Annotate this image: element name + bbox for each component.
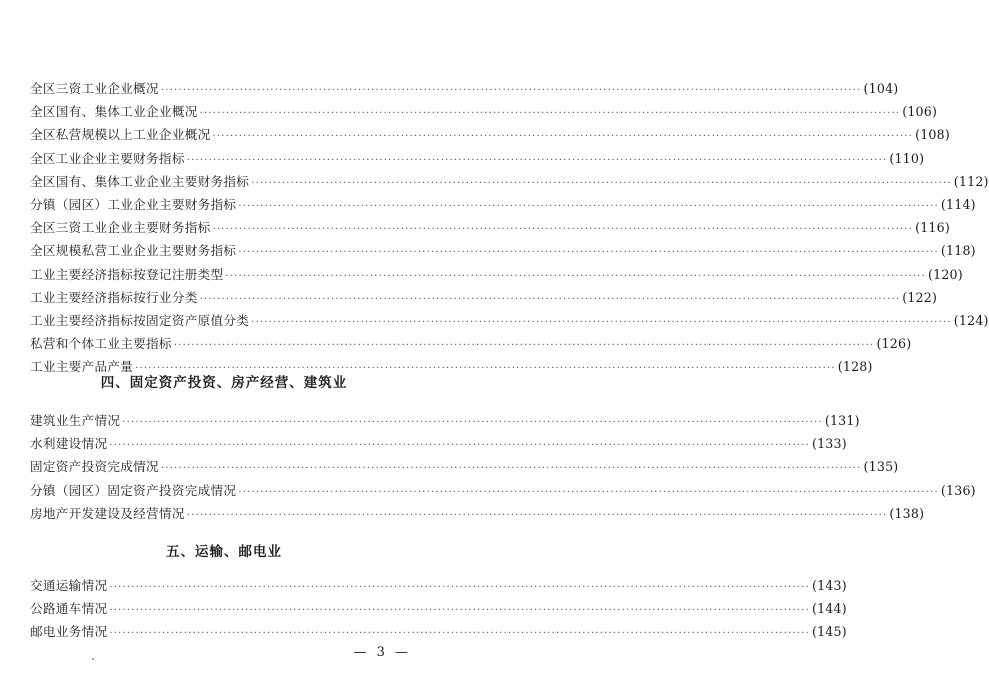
dot-leader: ································································································································································ <box>135 363 836 375</box>
toc-entry-title: 建筑业生产情况 <box>30 413 121 428</box>
toc-entry-page: (106) <box>902 104 938 120</box>
toc-entry-title: 邮电业务情况 <box>30 624 108 640</box>
toc-entry-title: 全区规模私营工业企业主要财务指标 <box>30 243 237 259</box>
toc-entry[interactable] <box>30 170 989 193</box>
toc-entry-title: 房地产开发建设及经营情况 <box>30 505 185 521</box>
toc-entry[interactable] <box>30 123 950 146</box>
toc-entry[interactable] <box>30 455 899 478</box>
toc-entry-title: 分镇（园区）固定资产投资完成情况 <box>30 482 237 498</box>
toc-entry-title: 工业主要产品产量 <box>30 359 134 375</box>
dot-leader: ································································································································································ <box>212 131 914 143</box>
toc-entry-title: 工业主要经济指标按登记注册类型 <box>30 266 224 282</box>
toc-entry-title: 公路通车情况 <box>30 601 108 617</box>
toc-industry-list <box>30 77 989 378</box>
section-heading-fixed-assets: 四、固定资产投资、房产经营、建筑业 <box>100 375 348 391</box>
dot-leader: ································································································································································ <box>212 224 914 236</box>
toc-entry-title: 水利建设情况 <box>30 436 108 452</box>
toc-entry[interactable] <box>30 239 976 262</box>
toc-entry[interactable] <box>30 309 989 332</box>
toc-entry-title: 全区私营规模以上工业企业概况 <box>30 127 211 143</box>
toc-entry[interactable] <box>30 502 925 525</box>
toc-entry-title: 全区三资工业企业概况 <box>30 81 159 96</box>
toc-entry-title: 全区工业企业主要财务指标 <box>30 150 185 166</box>
toc-fixed-assets-list <box>30 409 976 525</box>
toc-entry-page: (138) <box>889 505 925 521</box>
dot-leader: ································································································································································ <box>186 509 888 521</box>
dot-leader: ································································································································································ <box>186 154 888 166</box>
toc-entry[interactable] <box>30 77 899 100</box>
toc-entry[interactable] <box>30 286 938 309</box>
toc-entry-title: 全区国有、集体工业企业主要财务指标 <box>30 173 250 189</box>
toc-entry[interactable] <box>30 147 925 170</box>
toc-entry[interactable] <box>30 409 860 432</box>
dot-leader: ································································································································································ <box>238 486 939 498</box>
dot-leader: ································································································································································ <box>122 417 823 428</box>
page-number: — 3 — <box>353 645 411 660</box>
toc-entry-page: (135) <box>863 459 899 475</box>
toc-entry-page: (120) <box>928 266 963 282</box>
dot-leader: ································································································································································ <box>173 340 875 352</box>
toc-entry[interactable] <box>30 574 847 597</box>
toc-entry-title: 私营和个体工业主要指标 <box>30 336 172 352</box>
dot-leader: ································································································································································ <box>251 316 952 328</box>
toc-entry-page: (118) <box>940 243 976 259</box>
dot-leader: ································································································································································ <box>199 108 901 120</box>
toc-entry[interactable] <box>30 216 950 239</box>
toc-entry[interactable] <box>30 620 847 643</box>
dot-leader: ································································································································································ <box>238 247 939 259</box>
toc-entry-page: (110) <box>889 150 925 166</box>
dot-leader: ································································································································································ <box>238 200 939 212</box>
dot-leader: ································································································································································ <box>109 582 810 593</box>
toc-entry-title: 交通运输情况 <box>30 578 108 593</box>
toc-entry[interactable] <box>30 332 912 355</box>
toc-entry-page: (136) <box>940 482 976 498</box>
toc-entry[interactable] <box>30 479 976 502</box>
toc-entry-page: (104) <box>863 81 899 96</box>
toc-entry-title: 固定资产投资完成情况 <box>30 459 159 475</box>
toc-entry-page: (116) <box>915 220 950 236</box>
dot-leader: ································································································································································ <box>160 85 862 96</box>
toc-entry[interactable] <box>30 432 847 455</box>
toc-entry[interactable] <box>30 597 847 620</box>
dot-leader: ································································································································································ <box>199 293 901 305</box>
scan-speck <box>92 658 94 660</box>
toc-entry-page: (108) <box>915 127 950 143</box>
toc-entry-page: (144) <box>811 601 847 617</box>
dot-leader: ································································································································································ <box>109 605 810 617</box>
toc-entry-page: (133) <box>811 436 847 452</box>
toc-transport-list <box>30 574 847 644</box>
dot-leader: ································································································································································ <box>251 177 952 189</box>
toc-entry-title: 分镇（园区）工业企业主要财务指标 <box>30 196 237 212</box>
dot-leader: ································································································································································ <box>160 463 862 475</box>
toc-entry-title: 工业主要经济指标按固定资产原值分类 <box>30 312 250 328</box>
toc-entry-page: (128) <box>837 359 873 375</box>
dot-leader: ································································································································································ <box>109 628 810 640</box>
toc-entry-page: (122) <box>902 289 938 305</box>
toc-entry[interactable] <box>30 263 963 286</box>
toc-entry-title: 工业主要经济指标按行业分类 <box>30 289 198 305</box>
toc-entry-page: (112) <box>953 173 989 189</box>
toc-entry-title: 全区国有、集体工业企业概况 <box>30 104 198 120</box>
dot-leader: ································································································································································ <box>109 440 810 452</box>
toc-entry-page: (145) <box>811 624 847 640</box>
toc-entry-title: 全区三资工业企业主要财务指标 <box>30 220 211 236</box>
toc-entry-page: (114) <box>940 196 976 212</box>
toc-entry[interactable] <box>30 193 976 216</box>
section-heading-transport: 五、运输、邮电业 <box>166 544 282 560</box>
toc-entry[interactable] <box>30 100 938 123</box>
toc-entry-page: (143) <box>811 578 847 593</box>
dot-leader: ································································································································································ <box>225 270 926 282</box>
toc-entry-page: (124) <box>953 312 989 328</box>
toc-entry-page: (131) <box>824 413 860 428</box>
toc-entry-page: (126) <box>876 336 912 352</box>
